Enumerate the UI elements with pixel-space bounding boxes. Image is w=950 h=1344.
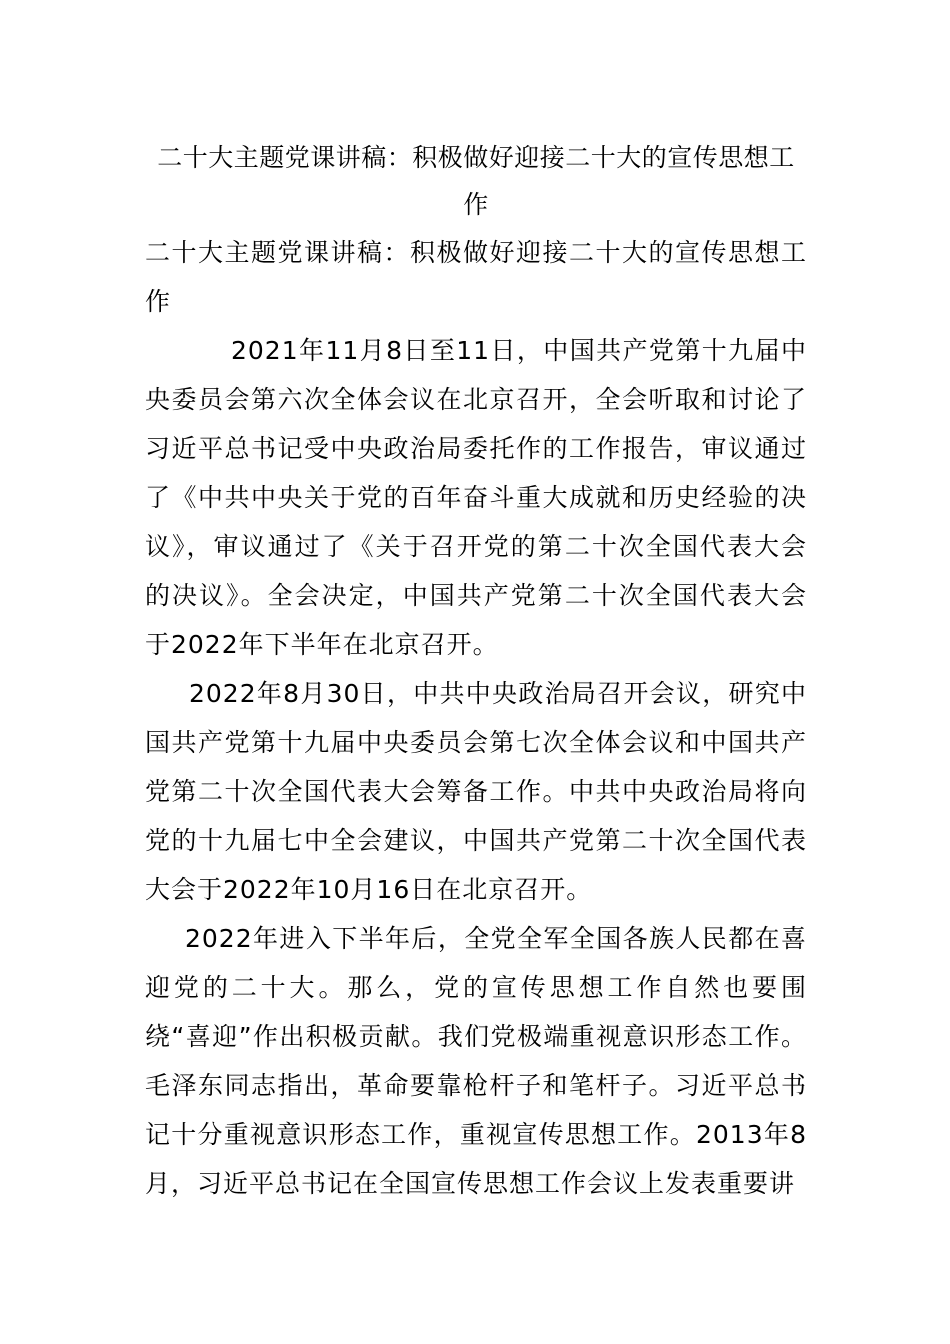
paragraph-3: 2022年进入下半年后，全党全军全国各族人民都在喜迎党的二十大。那么，党的宣传思想工作自然也要围绕“喜迎”作出积极贡献。我们党极端重视意识形态工作。毛泽东同志指出，革命要靠枪杆子和笔杆子。习近平总书记十分重视意识形态工作，重视宣传思想工作。2013年8月，习近平总书记在全国宣传思想工作会议上发表重要讲 <box>145 924 807 1198</box>
document-title: 二十大主题党课讲稿：积极做好迎接二十大的宣传思想工作 <box>157 143 795 219</box>
paragraph-1: 2021年11月8日至11日，中国共产党第十九届中央委员会第六次全体会议在北京召开，全会听取和讨论了习近平总书记受中央政治局委托作的工作报告，审议通过了《中共中央关于党的百年奋斗重大成就和历史经验的决议》，审议通过了《关于召开党的第二十次全国代表大会的决议》。全会决定，中国共产党第二十次全国代表大会于2022年下半年在北京召开。 <box>145 336 807 659</box>
document-body <box>145 228 807 1208</box>
document-subtitle: 二十大主题党课讲稿：积极做好迎接二十大的宣传思想工作 <box>145 238 807 316</box>
paragraph-2: 2022年8月30日，中共中央政治局召开会议，研究中国共产党第十九届中央委员会第七次全体会议和中国共产党第二十次全国代表大会筹备工作。中共中央政治局将向党的十九届七中全会建议，中国共产党第二十次全国代表大会于2022年10月16日在北京召开。 <box>145 679 807 904</box>
